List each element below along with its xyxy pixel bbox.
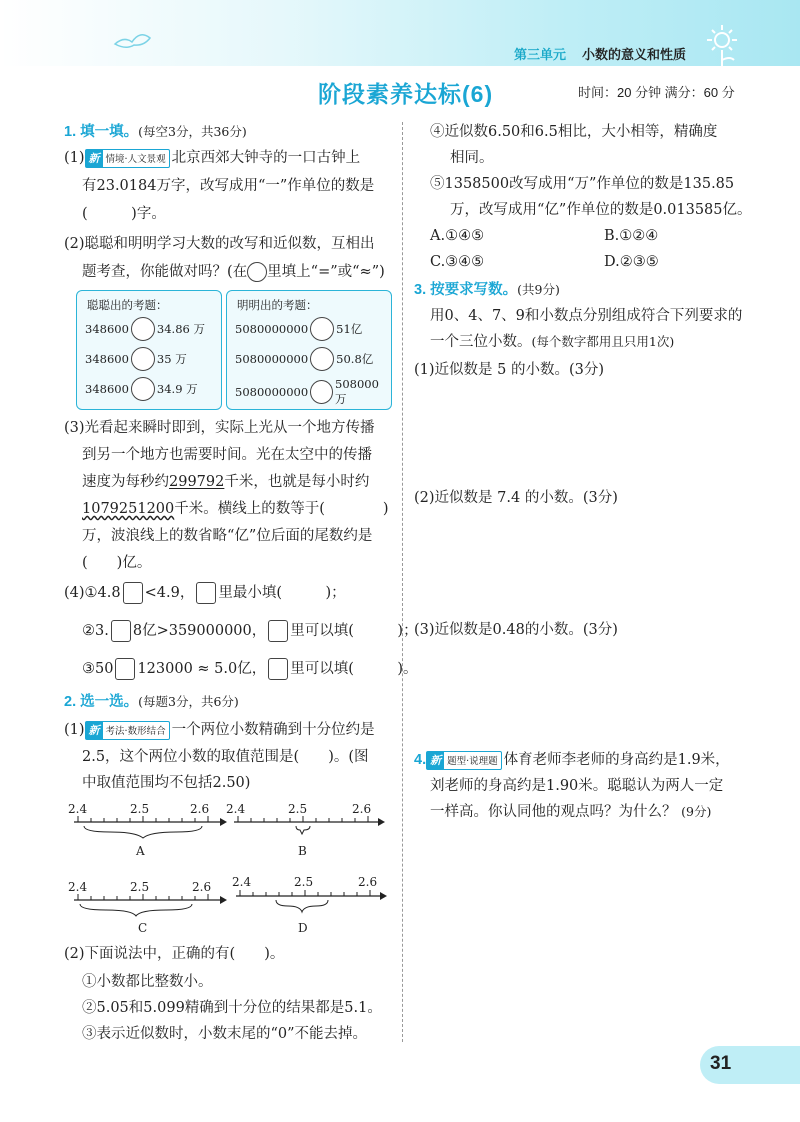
column-divider [402, 122, 403, 1042]
section-1-heading: 1. 填一填。(每空3分，共36分) [64, 124, 247, 140]
number-lines [60, 800, 400, 940]
square-icon [268, 658, 288, 680]
butterfly-icon [110, 26, 160, 52]
option-label: B [298, 844, 307, 858]
tick-label: 2.4 [232, 875, 252, 889]
s1-q3-line1: (3)光看起来瞬时即到，实际上光从一个地方传播 [64, 420, 375, 436]
s2-q2-statement-2: ②5.05和5.099精确到十分位的结果都是5.1。 [82, 1000, 382, 1016]
tick-label: 2.5 [130, 880, 150, 894]
answer-circle[interactable] [310, 347, 334, 371]
new-badge: 新 情境·人文景观 [85, 149, 170, 168]
s2-q1-line2: 2.5，这个两位小数的取值范围是( )。(图 [82, 749, 369, 765]
tick-label: 2.5 [294, 875, 314, 889]
mingming-box [226, 290, 392, 410]
cc-row-3: 348600 34.9 万 [85, 377, 198, 401]
mingming-title: 明明出的考题： [237, 298, 318, 312]
congcong-title: 聪聪出的考题： [87, 298, 168, 312]
unit-title: 小数的意义和性质 [582, 47, 687, 62]
r-statement-4b: 相同。 [450, 150, 494, 166]
square-icon [196, 582, 216, 604]
number-line-option-a[interactable] [68, 802, 227, 858]
s3-intro-2: 一个三位小数。(每个数字都用且只用1次) [430, 334, 675, 350]
s3-q3: (3)近似数是0.48的小数。(3分) [414, 622, 618, 638]
answer-circle[interactable] [310, 317, 334, 341]
mm-row-3: 5080000000 508000 万 [235, 377, 379, 406]
cc-row-1: 348600 34.86 万 [85, 317, 205, 341]
choice-b[interactable]: B.①②④ [604, 228, 659, 244]
s1-q1-line2: 有23.0184万字，改写成用“一”作单位的数是 [82, 178, 375, 194]
square-icon [268, 620, 288, 642]
s1-q4-row1: (4)①4.8 <4.9， 里最小填( )； [64, 582, 346, 604]
s1-q1-line1: (1) 新 情境·人文景观 北京西郊大钟寺的一口古钟上 [64, 150, 361, 166]
s1-q2-line1: (2)聪聪和明明学习大数的改写和近似数，互相出 [64, 236, 375, 252]
s3-q2: (2)近似数是 7.4 的小数。(3分) [414, 490, 618, 506]
new-badge: 新 考法·数形结合 [85, 721, 170, 740]
s4-line1: 4. 新 题型·说理题 体育老师李老师的身高约是1.9米， [414, 752, 730, 768]
s1-q3-answer[interactable]: ( )亿。 [82, 555, 152, 571]
s1-q3-line5: 万，波浪线上的数省略“亿”位后面的尾数约是 [82, 528, 373, 544]
s2-q2-line1: (2)下面说法中，正确的有( )。 [64, 946, 285, 962]
mm-row-1: 5080000000 51亿 [235, 317, 362, 341]
s4-line2: 刘老师的身高约是1.90米。聪聪认为两人一定 [430, 778, 724, 794]
tick-label: 2.4 [226, 802, 246, 816]
section-3-heading: 3. 按要求写数。(共9分) [414, 282, 560, 298]
unit-bar [500, 40, 800, 64]
page-number: 31 [710, 1053, 732, 1074]
number-line-option-b[interactable] [226, 802, 385, 858]
tick-label: 2.6 [192, 880, 212, 894]
r-statement-4: ④近似数6.50和6.5相比，大小相等，精确度 [430, 124, 718, 140]
section-2-heading: 2. 选一选。(每题3分，共6分) [64, 694, 239, 710]
choice-c[interactable]: C.③④⑤ [430, 254, 485, 270]
answer-circle[interactable] [131, 377, 155, 401]
s1-q1-answer[interactable]: ( )字。 [82, 206, 166, 222]
choice-a[interactable]: A.①④⑤ [430, 228, 485, 244]
s3-q1: (1)近似数是 5 的小数。(3分) [414, 362, 605, 378]
answer-square[interactable] [111, 620, 131, 642]
congcong-box [76, 290, 222, 410]
s1-q4-row2: ②3. 8亿>359000000， 里可以填( )； [82, 620, 418, 642]
new-badge: 新 题型·说理题 [426, 751, 502, 770]
s2-q2-statement-3: ③表示近似数时，小数末尾的“0”不能去掉。 [82, 1026, 368, 1042]
s2-q1-line1: (1) 新 考法·数形结合 一个两位小数精确到十分位约是 [64, 722, 375, 738]
s1-q2-line2: 题考查，你能做对吗？(在 里填上“=”或“≈”) [82, 264, 385, 280]
s3-intro-1: 用0、4、7、9和小数点分别组成符合下列要求的 [430, 308, 743, 324]
number-line-option-d[interactable] [232, 875, 387, 935]
s2-q1-line3: 中取值范围均不包括2.50) [82, 775, 251, 791]
s1-q3-line4: 1079251200千米。横线上的数等于( ) [82, 501, 389, 517]
r-statement-5b: 万，改写成用“亿”作单位的数是0.013585亿。 [450, 202, 752, 218]
option-label: D [298, 921, 308, 935]
page-title: 阶段素养达标(6) [318, 81, 494, 107]
answer-circle[interactable] [131, 317, 155, 341]
tick-label: 2.6 [358, 875, 378, 889]
s2-q2-statement-1: ①小数都比整数小。 [82, 974, 213, 990]
number-line-option-c[interactable] [68, 880, 227, 935]
tick-label: 2.6 [190, 802, 210, 816]
time-info: 时间：20 分钟 满分：60 分 [578, 85, 735, 100]
tick-label: 2.6 [352, 802, 372, 816]
cc-row-2: 348600 35 万 [85, 347, 187, 371]
unit-number: 第三单元 [514, 47, 567, 62]
tick-label: 2.5 [288, 802, 308, 816]
answer-square[interactable] [123, 582, 143, 604]
s1-q3-line3: 速度为每秒约299792千米，也就是每小时约 [82, 474, 370, 490]
mm-row-2: 5080000000 50.8亿 [235, 347, 373, 371]
answer-square[interactable] [115, 658, 135, 680]
r-statement-5: ⑤1358500改写成用“万”作单位的数是135.85 [430, 176, 735, 192]
option-label: C [138, 921, 148, 935]
tick-label: 2.4 [68, 880, 88, 894]
choice-d[interactable]: D.②③⑤ [604, 254, 659, 270]
tick-label: 2.5 [130, 802, 150, 816]
tick-label: 2.4 [68, 802, 88, 816]
option-label: A [136, 844, 145, 858]
s4-line3: 一样高。你认同他的观点吗？为什么？ (9分) [430, 804, 712, 820]
s1-q4-row3: ③50 123000 ≈ 5.0亿， 里可以填( )。 [82, 658, 418, 680]
answer-circle[interactable] [310, 380, 333, 404]
circle-icon [247, 262, 267, 282]
answer-circle[interactable] [131, 347, 155, 371]
s1-q3-line2: 到另一个地方也需要时间。光在太空中的传播 [82, 447, 372, 463]
